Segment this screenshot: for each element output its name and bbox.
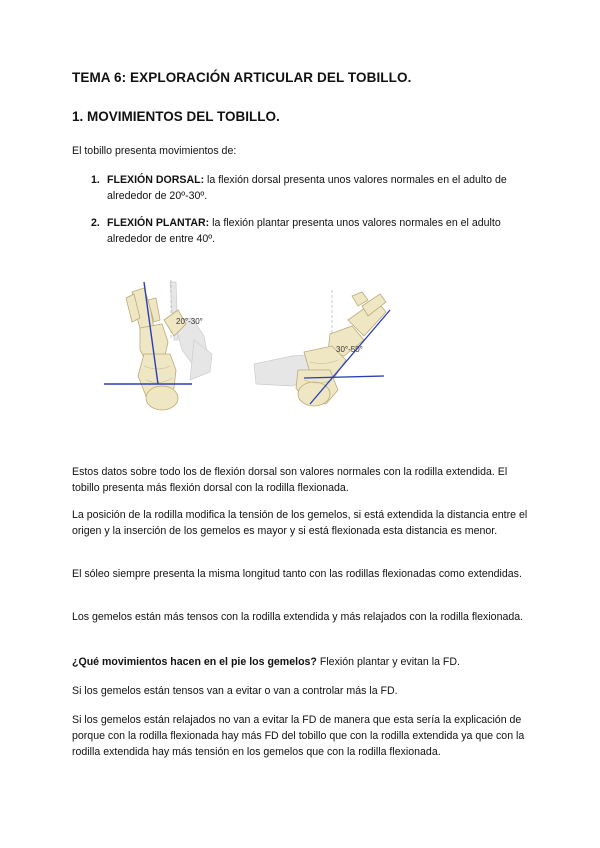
paragraph-3: El sóleo siempre presenta la misma longitud tanto con las rodillas flexionadas como extendidas.: [72, 568, 522, 580]
paragraph-5: [72, 654, 532, 670]
paragraph-1: Estos datos sobre todo los de flexión dorsal son valores normales con la rodilla extendida. El tobillo presenta más flexión dorsal con la rodilla flexionada.: [72, 466, 508, 494]
dorsal-angle-label: 20°-30°: [176, 317, 203, 326]
dorsal-flexion-illustration: [104, 280, 216, 420]
paragraph-2: La posición de la rodilla modifica la tensión de los gemelos, si está extendida la distancia entre el origen y la inserción de los gemelos es mayor y si está flexionada esta distancia es menor.: [72, 509, 528, 537]
plantar-angle-label: 30°-50°: [336, 345, 363, 354]
list-number: 2.: [91, 217, 100, 229]
paragraph-4: Los gemelos están más tensos con la rodilla extendida y más relajados con la rodilla flexionada.: [72, 611, 524, 623]
list-item-plantar-flexion: [91, 215, 531, 247]
list-text: la flexión plantar presenta unos valores normales en el adulto alrededor de entre 40º.: [107, 217, 501, 245]
list-label: FLEXIÓN DORSAL:: [107, 174, 205, 186]
list-item-dorsal-flexion: [91, 172, 531, 204]
plantar-flexion-illustration: [252, 290, 396, 420]
page-title: TEMA 6: EXPLORACIÓN ARTICULAR DEL TOBILLO.: [72, 70, 412, 85]
paragraph-7: Si los gemelos están relajados no van a evitar la FD de manera que esta sería la explicación de porque con la rodilla flexionada hay más FD del tobillo que con la rodilla extendida ya que con la rodilla extendida hay más tensión en los gemelos que con la rodilla flexionada.: [72, 714, 525, 758]
section-heading: 1. MOVIMIENTOS DEL TOBILLO.: [72, 109, 280, 124]
list-label: FLEXIÓN PLANTAR:: [107, 217, 210, 229]
intro-text: El tobillo presenta movimientos de:: [72, 145, 237, 157]
paragraph-6: Si los gemelos están tensos van a evitar o van a controlar más la FD.: [72, 685, 398, 697]
list-text: la flexión dorsal presenta unos valores normales en el adulto de alrededor de 20º-30º.: [107, 174, 507, 202]
list-number: 1.: [91, 174, 100, 186]
answer-text: Flexión plantar y evitan la FD.: [316, 656, 460, 668]
question-text: ¿Qué movimientos hacen en el pie los gemelos?: [72, 656, 317, 668]
